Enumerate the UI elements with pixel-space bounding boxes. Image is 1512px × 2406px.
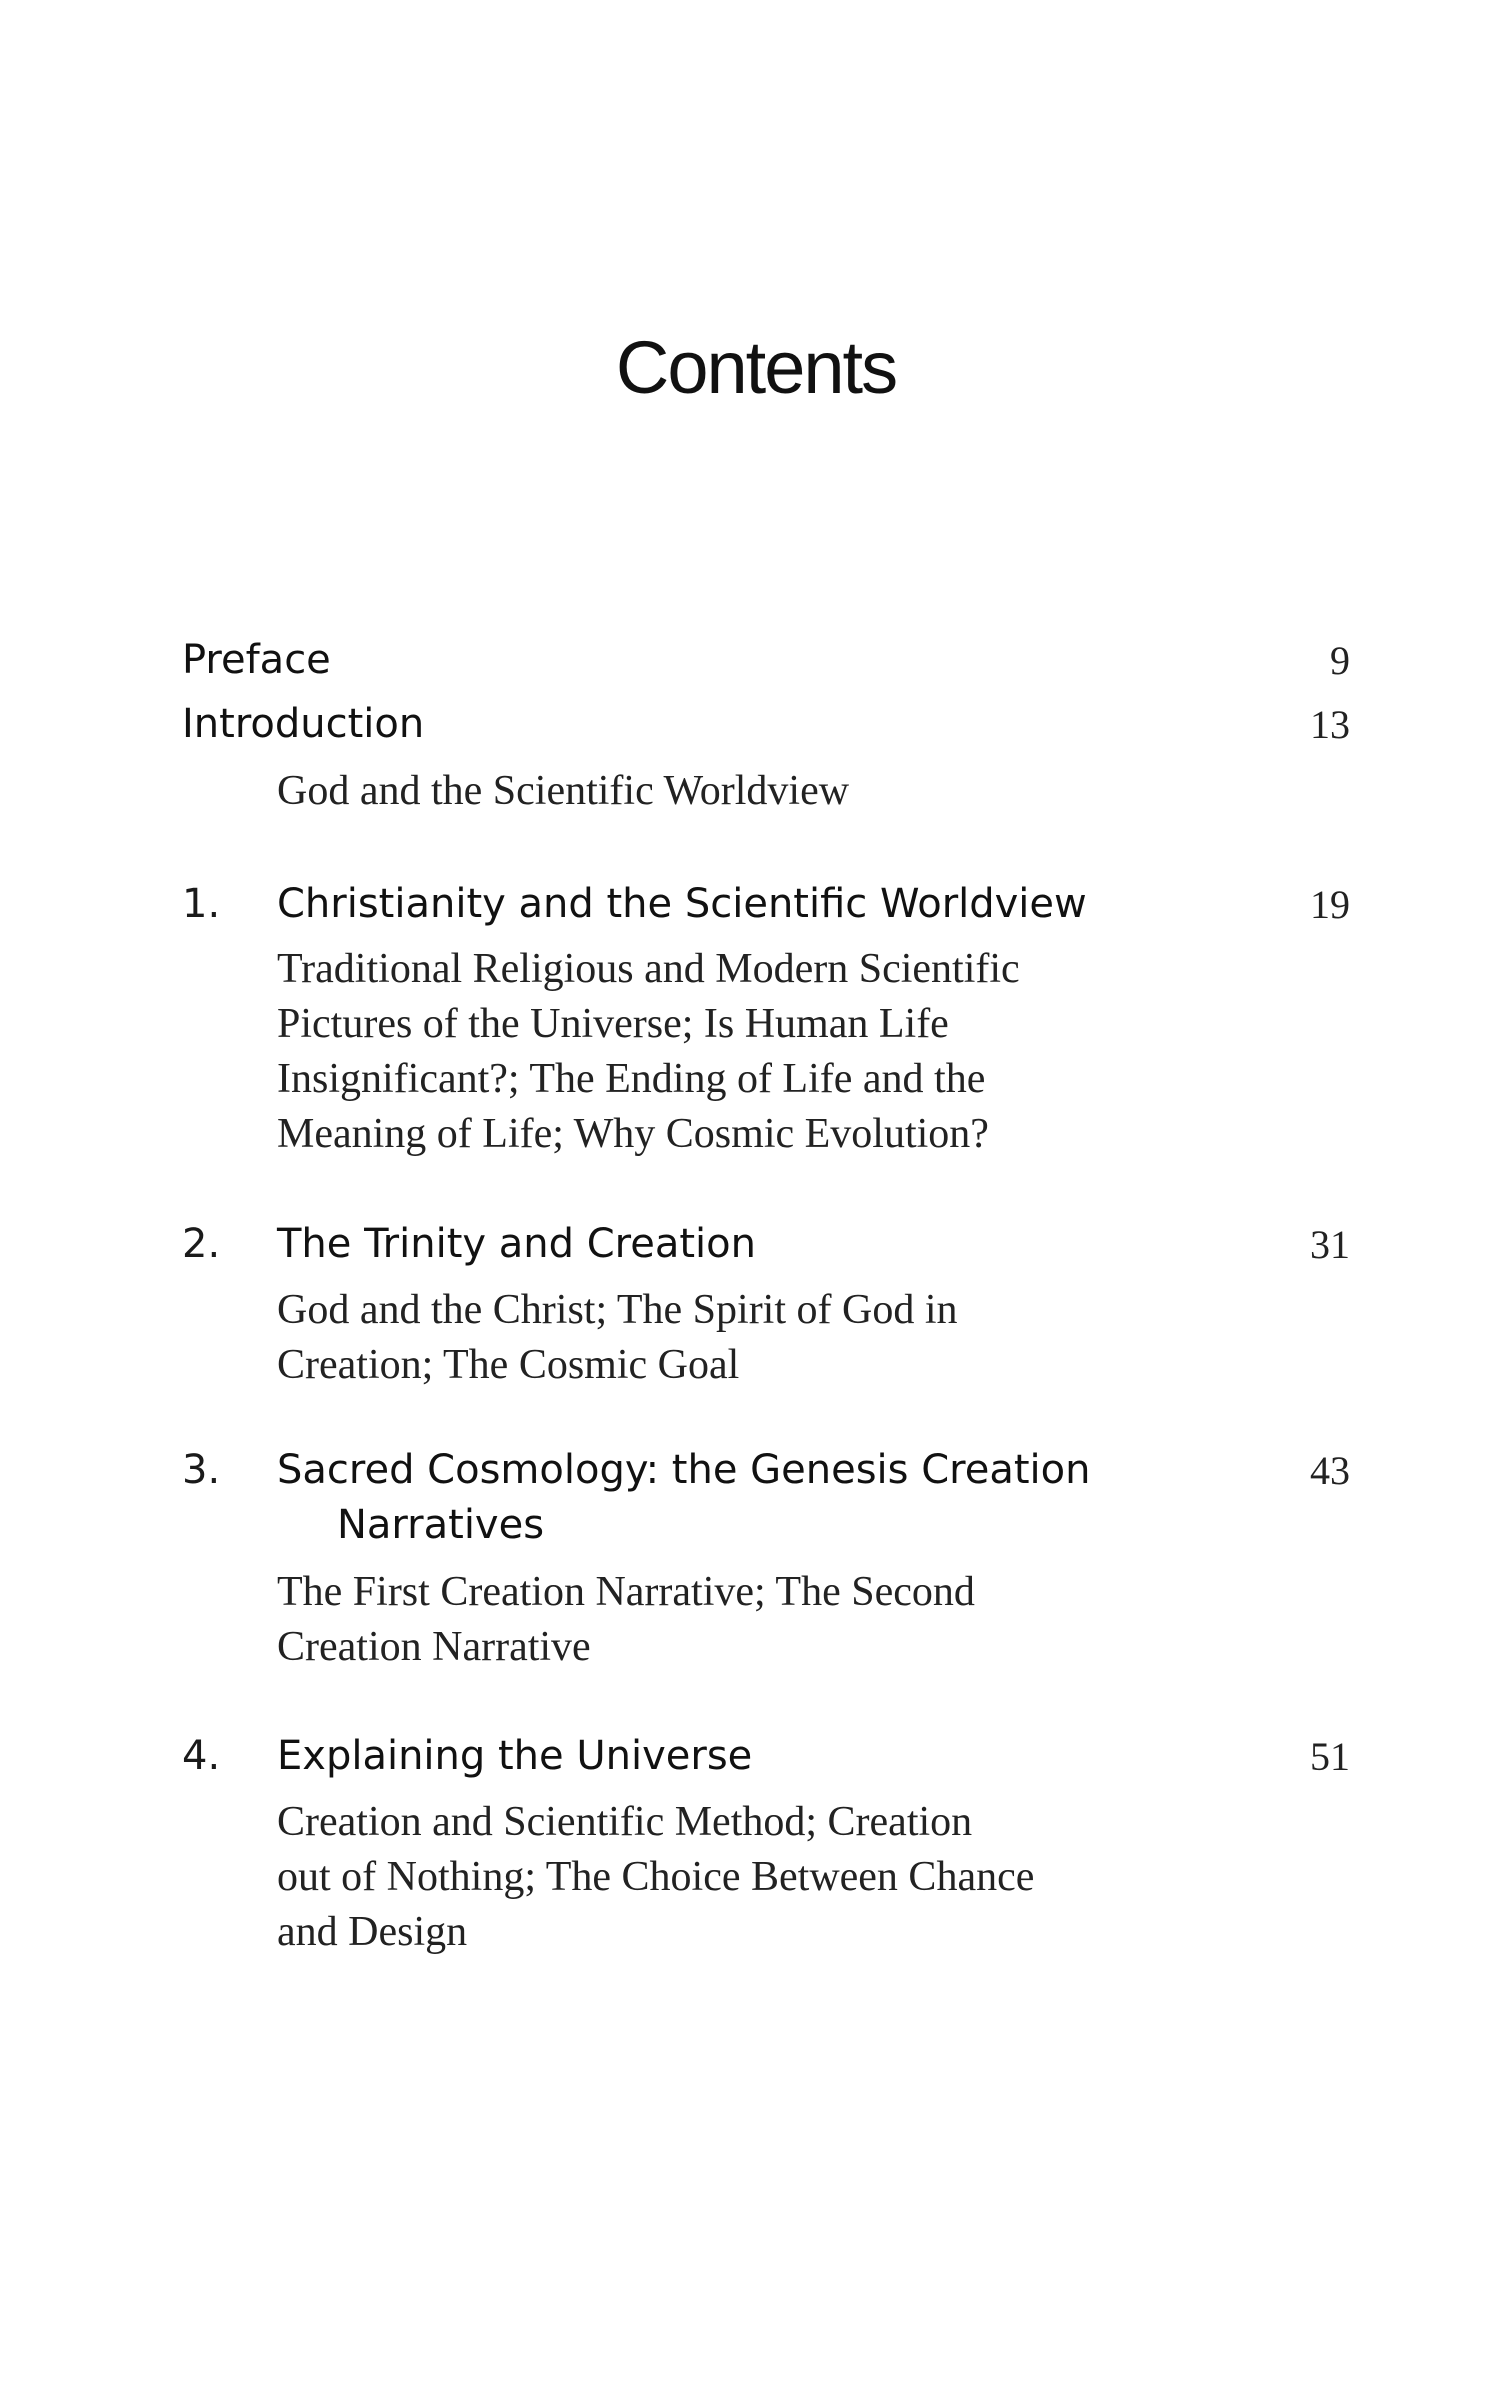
toc-page-number: 13: [1310, 702, 1350, 747]
chapter-number: 1.: [182, 881, 221, 927]
toc-entry-description: [277, 764, 1177, 819]
description-line: God and the Christ; The Spirit of God in: [277, 1287, 958, 1333]
chapter-number: 2.: [182, 1221, 221, 1267]
toc-entry-description: [277, 1565, 1177, 1675]
toc-page-number: 43: [1310, 1448, 1350, 1493]
description-line: Creation; The Cosmic Goal: [277, 1342, 740, 1388]
description-line: Meaning of Life; Why Cosmic Evolution?: [277, 1111, 989, 1157]
toc-entry-label[interactable]: Introduction: [182, 701, 425, 747]
toc-entry-description: [277, 1795, 1177, 1960]
toc-page-number: 19: [1310, 882, 1350, 927]
toc-page-number: 9: [1330, 638, 1350, 683]
chapter-title[interactable]: [277, 1443, 1090, 1553]
description-line: out of Nothing; The Choice Between Chance: [277, 1854, 1035, 1900]
description-line: Traditional Religious and Modern Scientific: [277, 946, 1020, 992]
description-line: The First Creation Narrative; The Second: [277, 1569, 975, 1615]
chapter-number: 4.: [182, 1733, 221, 1779]
description-line: Pictures of the Universe; Is Human Life: [277, 1001, 949, 1047]
description-line: Creation and Scientific Method; Creation: [277, 1799, 973, 1845]
chapter-title-line: Sacred Cosmology: the Genesis Creation: [277, 1447, 1091, 1493]
toc-entry-description: [277, 1283, 1177, 1393]
toc-entry-description: [277, 942, 1177, 1162]
page-title: Contents: [615, 326, 897, 409]
toc-entry-label[interactable]: Preface: [182, 637, 331, 683]
toc-page-number: 51: [1310, 1734, 1350, 1779]
description-line: God and the Scientific Worldview: [277, 768, 850, 814]
description-line: Creation Narrative: [277, 1624, 591, 1670]
toc-page-number: 31: [1310, 1222, 1350, 1267]
chapter-title[interactable]: Christianity and the Scientific Worldview: [277, 881, 1087, 927]
chapter-title-line: Narratives: [337, 1502, 545, 1548]
description-line: Insignificant?; The Ending of Life and the: [277, 1056, 986, 1102]
chapter-title[interactable]: Explaining the Universe: [277, 1733, 753, 1779]
description-line: and Design: [277, 1909, 468, 1955]
chapter-number: 3.: [182, 1447, 221, 1493]
chapter-title[interactable]: The Trinity and Creation: [277, 1221, 756, 1267]
